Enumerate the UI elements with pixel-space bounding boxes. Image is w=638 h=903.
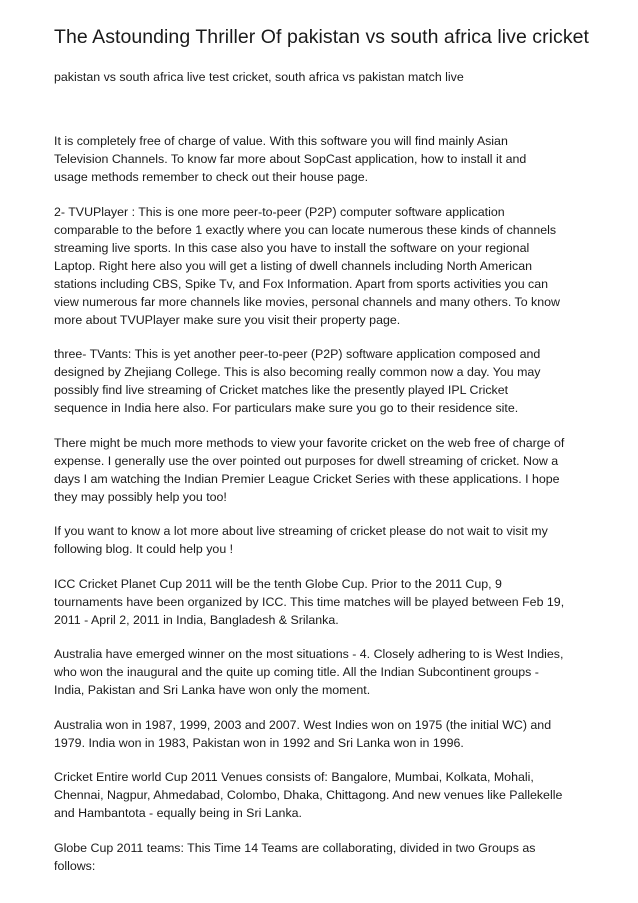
paragraph-line: three- TVants: This is yet another peer-to-peer (P2P) software application composed and bbox=[54, 347, 541, 361]
paragraph-line: stations including CBS, Spike Tv, and Fox Information. Apart from sports activities you can bbox=[54, 276, 549, 291]
paragraph-line: Cricket Entire world Cup 2011 Venues consists of: Bangalore, Mumbai, Kolkata, Mohali, bbox=[54, 770, 534, 784]
body-paragraph bbox=[54, 716, 594, 752]
paragraph-line: view numerous far more channels like movies, personal channels and many others. To know bbox=[54, 294, 560, 309]
paragraph-line: designed by Zhejiang College. This is also becoming really common now a day. You may bbox=[54, 365, 541, 379]
paragraph-line: they may possibly help you too! bbox=[54, 489, 227, 504]
paragraph-line: following blog. It could help you ! bbox=[54, 542, 234, 556]
document-body bbox=[54, 132, 594, 875]
body-paragraph bbox=[54, 132, 594, 186]
paragraph-line: and Hambantota - equally being in Sri Lanka. bbox=[54, 806, 302, 820]
document-page bbox=[54, 24, 594, 891]
paragraph-line: India, Pakistan and Sri Lanka have won only the moment. bbox=[54, 683, 371, 697]
body-paragraph bbox=[54, 203, 594, 329]
body-paragraph bbox=[54, 839, 594, 875]
paragraph-line: Australia won in 1987, 1999, 2003 and 2007. West Indies won on 1975 (the initial WC) and bbox=[54, 717, 552, 732]
paragraph-line: Globe Cup 2011 teams: This Time 14 Teams are collaborating, divided in two Groups as bbox=[54, 840, 536, 855]
document-subtitle: pakistan vs south africa live test cricket, south africa vs pakistan match live bbox=[54, 70, 464, 84]
paragraph-line: Laptop. Right here also you will get a listing of dwell channels including North American bbox=[54, 258, 532, 273]
paragraph-line: It is completely free of charge of value. With this software you will find mainly Asian bbox=[54, 134, 508, 148]
paragraph-line: 1979. India won in 1983, Pakistan won in 1992 and Sri Lanka won in 1996. bbox=[54, 735, 464, 750]
paragraph-line: days I am watching the Indian Premier League Cricket Series with these applications. I hope bbox=[54, 471, 560, 486]
body-paragraph bbox=[54, 768, 594, 822]
paragraph-line: 2- TVUPlayer : This is one more peer-to-peer (P2P) computer software application bbox=[54, 204, 505, 219]
paragraph-line: follows: bbox=[54, 858, 96, 873]
paragraph-line: possibly find live streaming of Cricket matches like the presently played IPL Cricket bbox=[54, 383, 509, 397]
paragraph-line: streaming live sports. In this case also you have to install the software on your regional bbox=[54, 240, 530, 255]
paragraph-line: comparable to the before 1 exactly where you can locate numerous these kinds of channels bbox=[54, 222, 557, 237]
paragraph-line: ICC Cricket Planet Cup 2011 will be the tenth Globe Cup. Prior to the 2011 Cup, 9 bbox=[54, 576, 502, 591]
paragraph-line: If you want to know a lot more about live streaming of cricket please do not wait to visit my bbox=[54, 524, 548, 538]
paragraph-line: sequence in India here also. For particulars make sure you go to their residence site. bbox=[54, 401, 519, 415]
paragraph-line: more about TVUPlayer make sure you visit their property page. bbox=[54, 312, 401, 327]
paragraph-line: There might be much more methods to view your favorite cricket on the web free of charge of bbox=[54, 435, 565, 450]
document-title: The Astounding Thriller Of pakistan vs south africa live cricket bbox=[54, 26, 589, 48]
paragraph-line: Australia have emerged winner on the most situations - 4. Closely adhering to is West Indies, bbox=[54, 647, 564, 661]
paragraph-line: usage methods remember to check out their house page. bbox=[54, 170, 369, 184]
body-paragraph bbox=[54, 434, 594, 506]
paragraph-line: who won the inaugural and the quite up coming title. All the Indian Subcontinent groups - bbox=[54, 665, 539, 679]
body-paragraph bbox=[54, 575, 594, 629]
paragraph-line: Television Channels. To know far more about SopCast application, how to install it and bbox=[54, 152, 527, 166]
paragraph-line: 2011 - April 2, 2011 in India, Bangladesh & Srilanka. bbox=[54, 612, 339, 627]
body-paragraph bbox=[54, 645, 594, 699]
body-paragraph bbox=[54, 522, 594, 558]
paragraph-line: tournaments have been organized by ICC. This time matches will be played between Feb 19, bbox=[54, 594, 565, 609]
body-paragraph bbox=[54, 345, 594, 417]
paragraph-line: Chennai, Nagpur, Ahmedabad, Colombo, Dhaka, Chittagong. And new venues like Pallekelle bbox=[54, 788, 563, 802]
paragraph-line: expense. I generally use the over pointed out purposes for dwell streaming of cricket. Now a bbox=[54, 453, 559, 468]
